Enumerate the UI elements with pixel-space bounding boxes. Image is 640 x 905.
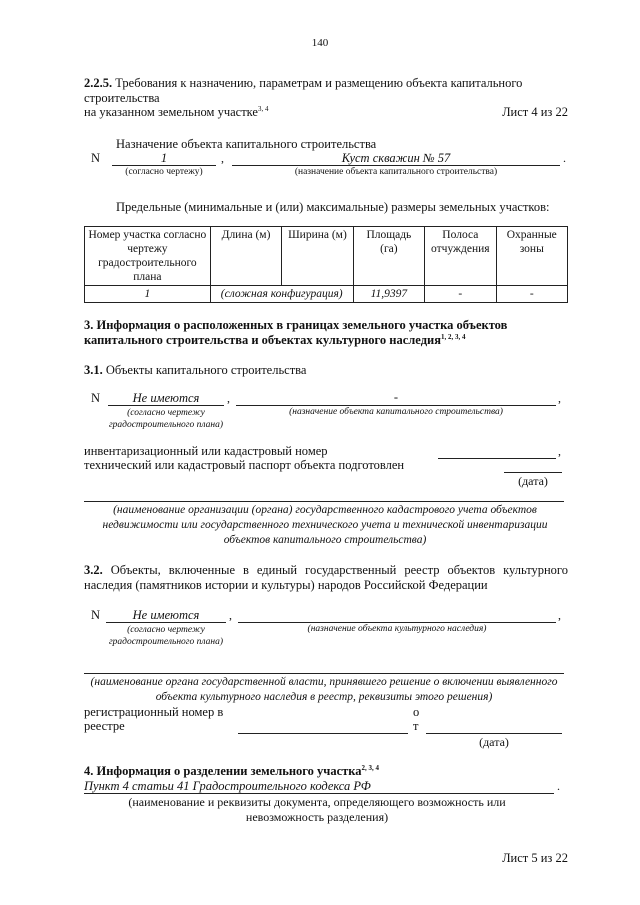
section-32-title-text: Объекты, включенные в единый государственный реестр объектов культурного наследия (памятников истории и культуры) народов Российской Федерации	[84, 563, 568, 592]
section-225-number: 2.2.5.	[84, 76, 113, 90]
section-225-heading-line1: Требования к назначению, параметрам и размещению объекта капитального	[115, 76, 523, 90]
section-3-heading-line2	[84, 333, 465, 348]
table-cell: -	[496, 286, 567, 303]
comma: ,	[558, 444, 561, 458]
table-header: Полоса отчуждения	[425, 227, 496, 286]
comma: ,	[221, 151, 224, 165]
n-label: N	[91, 151, 101, 165]
caption-n-32: (согласно чертежу градостроительного плана)	[108, 625, 224, 647]
n-label-31: N	[91, 391, 101, 405]
section-225-heading-line3	[84, 105, 268, 120]
section-3-heading-line1: 3. Информация о расположенных в границах земельного участка объектов	[84, 318, 508, 332]
purpose-value: Куст скважин № 57	[341, 151, 451, 165]
section-31-title	[84, 363, 306, 378]
limits-title: Предельные (минимальные и (или) максимальные) размеры земельных участков:	[116, 200, 550, 214]
date2-underline	[426, 733, 562, 734]
page-number: 140	[311, 37, 329, 49]
table-header: Длина (м)	[210, 227, 281, 286]
from-label-1: о	[413, 705, 420, 719]
section-4-heading	[84, 764, 379, 779]
reg-number-label-line1: регистрационный номер в	[84, 705, 224, 719]
comma: ,	[229, 608, 232, 622]
inventory-number-underline	[438, 458, 556, 459]
authority-caption: (наименование органа государственной власти, принявшего решение о включении выявленного объекта культурного наследия в реестр, реквизиты этого решения)	[90, 676, 558, 703]
table-header-row	[85, 227, 568, 286]
section-32-title	[84, 563, 568, 593]
sheet-label-bottom: Лист 5 из 22	[502, 851, 568, 865]
table-cell: 11,9397	[353, 286, 424, 303]
table-cell: (сложная конфигурация)	[210, 286, 353, 303]
section-3-footnote-ref: 1, 2, 3, 4	[440, 333, 466, 341]
section-225-heading	[84, 76, 568, 90]
section-31-number: 3.1.	[84, 363, 103, 377]
table-header: Ширина (м)	[282, 227, 353, 286]
section-31-title-text: Объекты капитального строительства	[105, 363, 307, 377]
purpose-title: Назначение объекта капитального строительства	[116, 137, 377, 151]
caption-n-31: (согласно чертежу градостроительного плана)	[108, 408, 224, 430]
section-32-number: 3.2.	[84, 563, 103, 577]
section-225-heading-line3-text: на указанном земельном участке	[84, 105, 258, 120]
section-225-heading-line2: строительства	[84, 91, 160, 105]
section-225-footnote-ref: 3, 4	[257, 105, 269, 113]
org-caption: (наименование организации (органа) государственного кадастрового учета объектов недвижимости или государственного технического учета и технической инвентаризации объектов капитального строительства)	[102, 504, 548, 546]
table-row	[85, 286, 568, 303]
heritage-underline	[238, 622, 556, 623]
n-value-32: Не имеются	[132, 608, 200, 622]
period: .	[557, 779, 560, 793]
reg-number-underline	[238, 733, 408, 734]
date-label: (дата)	[518, 474, 548, 488]
purpose-31-value: -	[393, 390, 399, 404]
comma: ,	[558, 391, 561, 405]
purpose-31-underline	[236, 405, 556, 406]
table-cell: -	[425, 286, 496, 303]
from-label-2: т	[413, 719, 419, 733]
tech-passport-label: технический или кадастровый паспорт объекта подготовлен	[84, 458, 405, 472]
comma: ,	[227, 391, 230, 405]
date-underline	[504, 472, 562, 473]
org-underline	[84, 501, 564, 502]
inventory-number-label: инвентаризационный или кадастровый номер	[84, 444, 328, 458]
n-value: 1	[160, 151, 168, 165]
date2-label: (дата)	[479, 735, 509, 749]
table-header: Номер участка согласно чертежу градостроительного плана	[85, 227, 211, 286]
section-4-heading-text: 4. Информация о разделении земельного участка	[84, 764, 362, 779]
n-label-32: N	[91, 608, 101, 622]
table-header: Охранные зоны	[496, 227, 567, 286]
comma: ,	[558, 608, 561, 622]
table-header: Площадь (га)	[353, 227, 424, 286]
caption-heritage: (назначение объекта культурного наследия)	[307, 624, 487, 634]
n-value-31: Не имеются	[132, 391, 200, 405]
authority-underline	[84, 673, 564, 674]
section-4-footnote-ref: 2, 3, 4	[361, 764, 380, 772]
period: .	[563, 151, 566, 165]
section-4-caption: (наименование и реквизиты документа, определяющего возможность или невозможность разделения)	[128, 795, 506, 824]
reg-number-label-line2: реестре	[84, 719, 125, 733]
section-4-value: Пункт 4 статьи 41 Градостроительного кодекса РФ	[84, 779, 371, 793]
table-cell: 1	[85, 286, 211, 303]
caption-n: (согласно чертежу)	[125, 167, 203, 177]
caption-purpose-31: (назначение объекта капитального строительства)	[289, 407, 503, 417]
sheet-label-top: Лист 4 из 22	[502, 105, 568, 119]
section-3-heading-line2-text: капитального строительства и объектах культурного наследия	[84, 333, 441, 348]
land-size-table	[84, 226, 568, 303]
caption-purpose: (назначение объекта капитального строительства)	[294, 167, 498, 177]
